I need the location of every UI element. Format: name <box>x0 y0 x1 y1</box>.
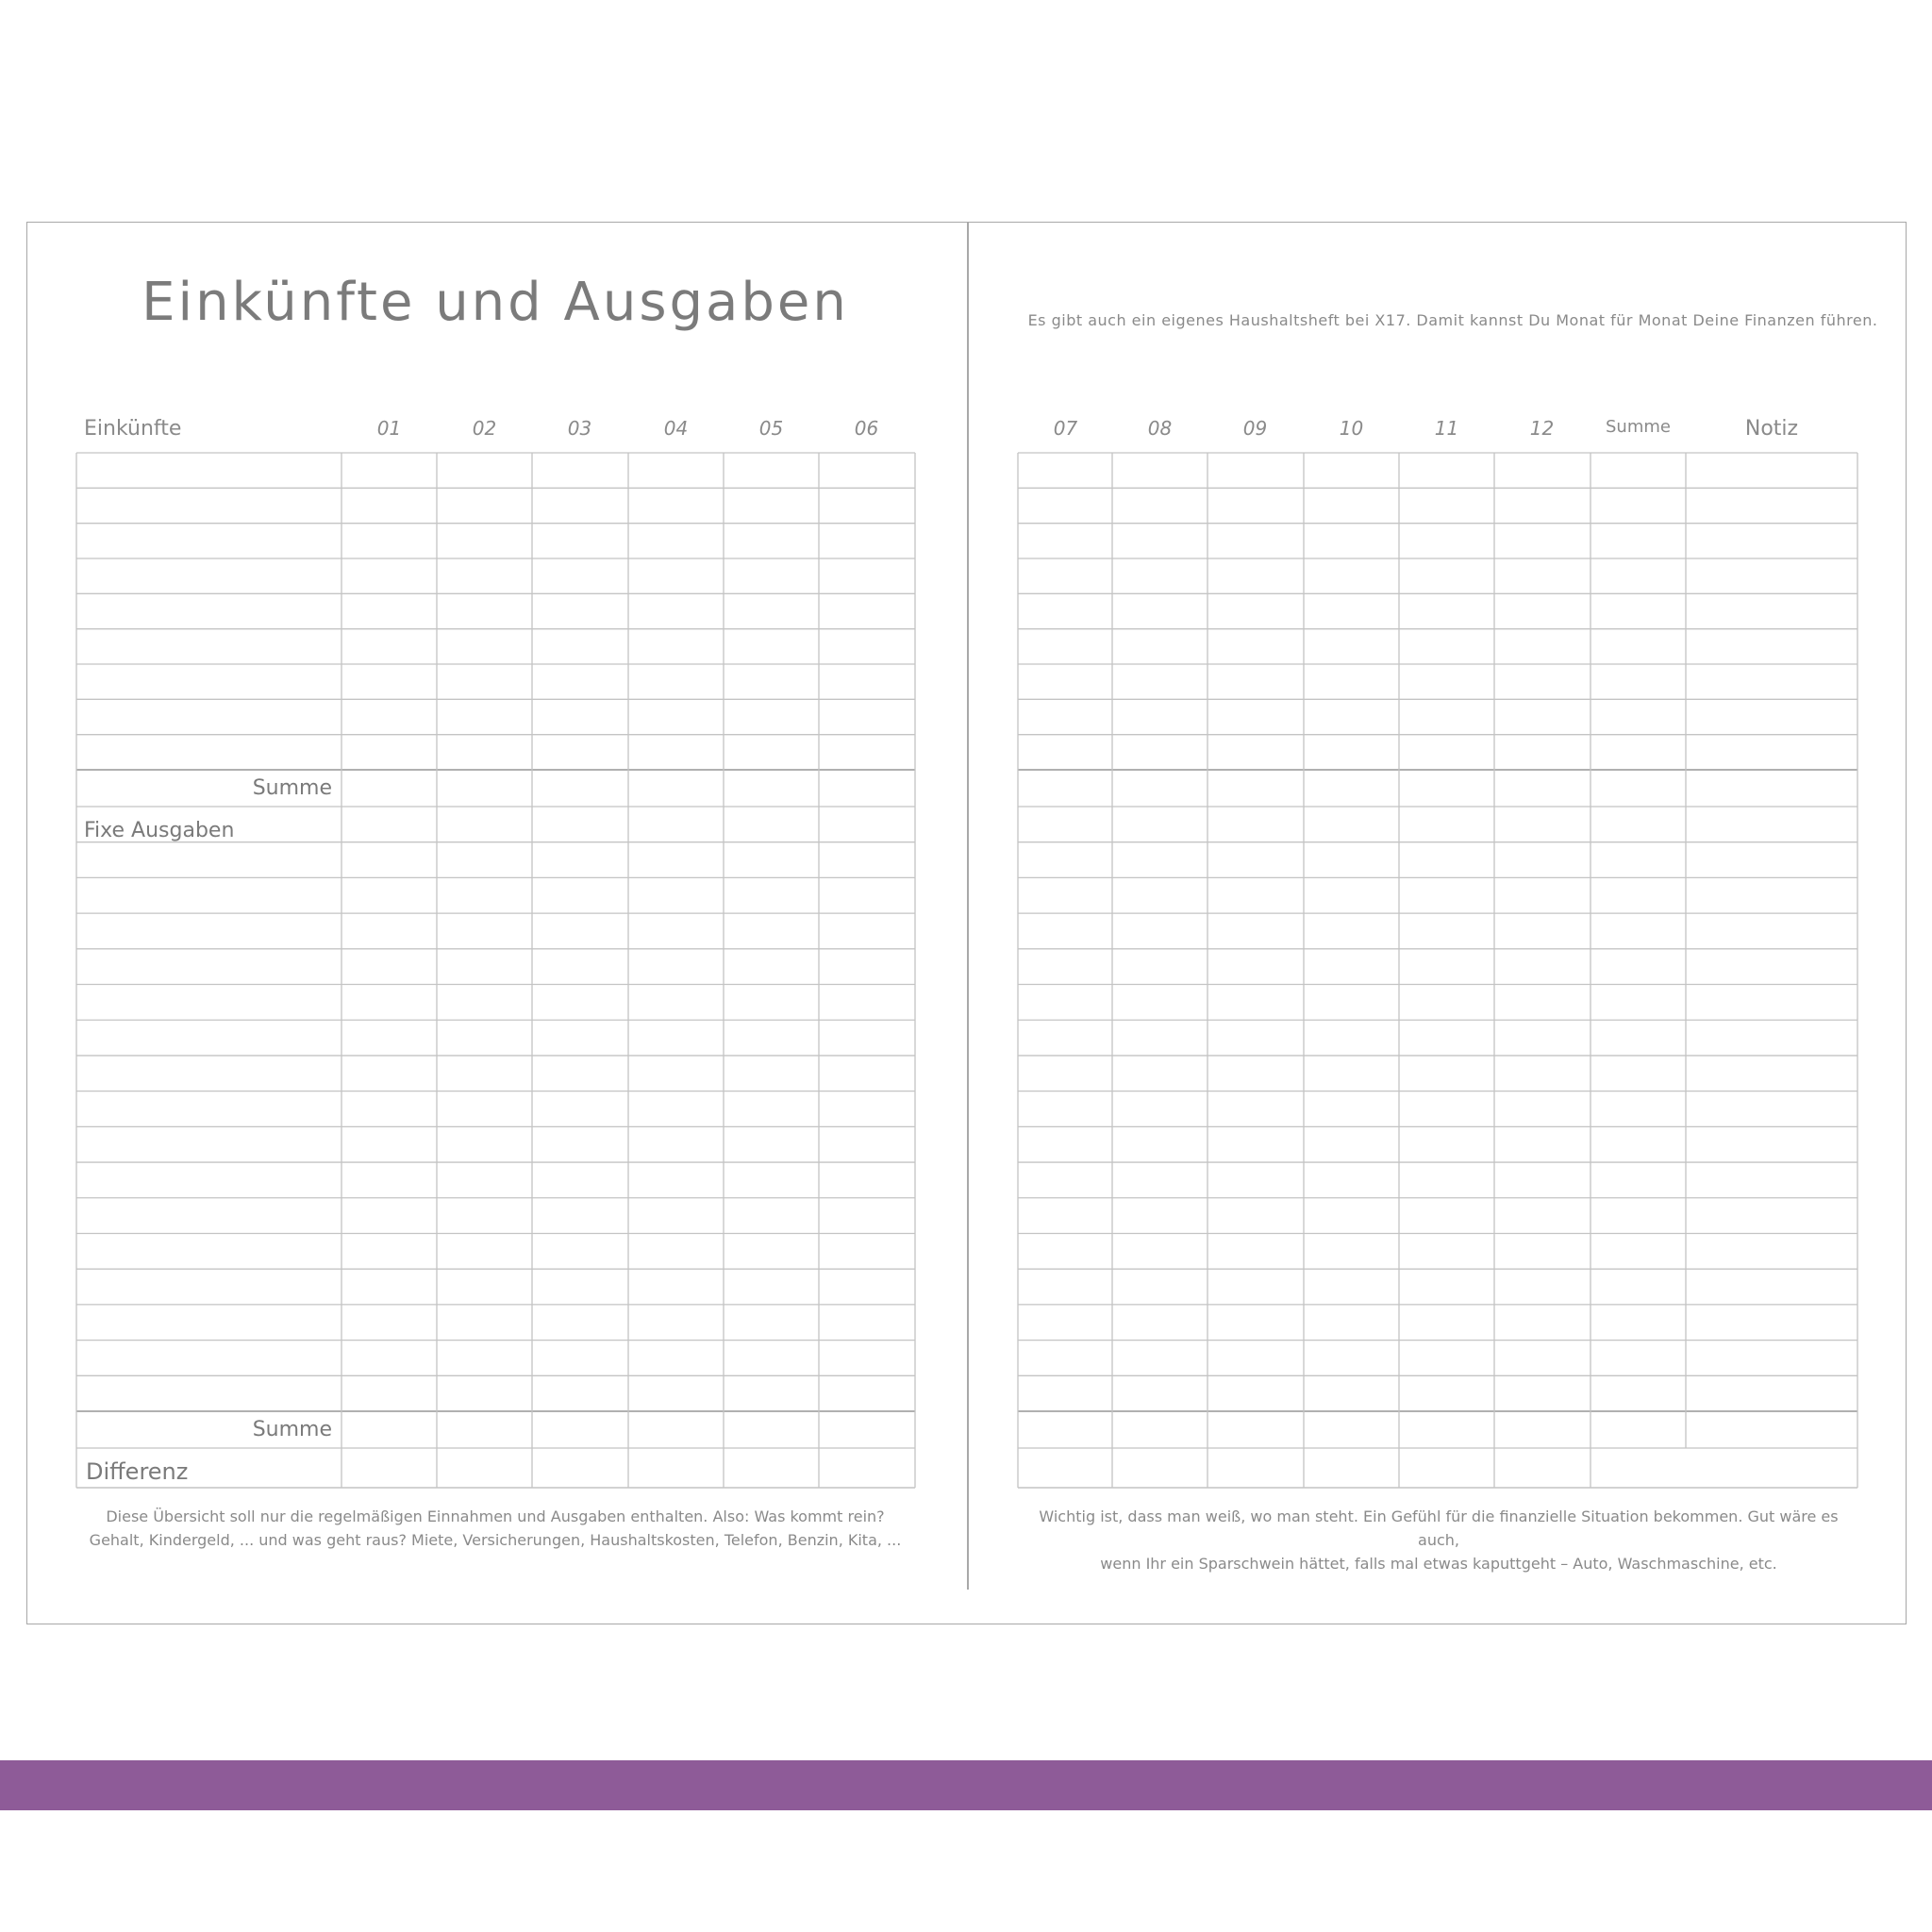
left-footnote <box>75 1505 915 1552</box>
note-column-header: Notiz <box>1744 417 1799 441</box>
month-header-02: 02 <box>472 417 497 440</box>
month-header-05: 05 <box>758 417 784 440</box>
month-header-06: 06 <box>854 417 879 440</box>
right-footnote-line2: wenn Ihr ein Sparschwein hättet, falls mal etwas kaputtgeht – Auto, Waschmaschine, etc. <box>1100 1555 1777 1573</box>
income-sum-label: Summe <box>252 776 332 800</box>
left-footnote-line2: Gehalt, Kindergeld, ... und was geht raus? Miete, Versicherungen, Haushaltskosten, Telefon, Benzin, Kita, ... <box>89 1531 902 1549</box>
month-header-10: 10 <box>1339 417 1364 440</box>
month-header-04: 04 <box>663 417 689 440</box>
month-header-12: 12 <box>1529 417 1555 440</box>
sum-column-header: Summe <box>1606 417 1671 437</box>
month-header-11: 11 <box>1434 417 1459 440</box>
month-header-01: 01 <box>376 417 402 440</box>
income-section-label: Einkünfte <box>84 417 182 441</box>
right-footnote-line1: Wichtig ist, dass man weiß, wo man steht. Ein Gefühl für die finanzielle Situation bekommen. Gut wäre es auch, <box>1039 1507 1839 1549</box>
month-header-09: 09 <box>1242 417 1268 440</box>
expenses-sum-label: Summe <box>252 1418 332 1441</box>
left-footnote-line1: Diese Übersicht soll nur die regelmäßigen Einnahmen und Ausgaben enthalten. Also: Was kommt rein? <box>106 1507 885 1525</box>
fixed-expenses-label: Fixe Ausgaben <box>84 819 235 842</box>
right-footnote <box>1019 1505 1858 1575</box>
month-header-03: 03 <box>567 417 592 440</box>
month-header-08: 08 <box>1147 417 1173 440</box>
page-title: Einkünfte und Ausgaben <box>142 272 849 333</box>
top-note: Es gibt auch ein eigenes Haushaltsheft bei X17. Damit kannst Du Monat für Monat Deine Finanzen führen. <box>1027 311 1878 329</box>
difference-label: Differenz <box>86 1458 189 1485</box>
purple-band <box>0 1760 1932 1810</box>
month-header-07: 07 <box>1053 417 1078 440</box>
